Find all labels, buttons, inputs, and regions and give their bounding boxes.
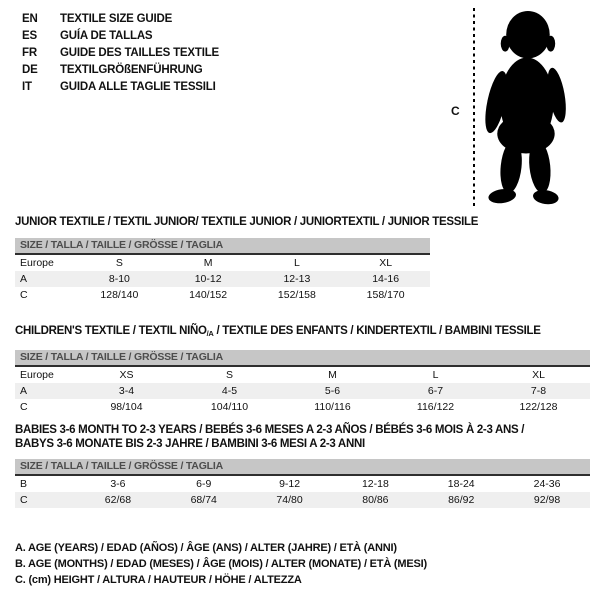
footnote-b: B. AGE (MONTHS) / EDAD (MESES) / ÂGE (MOIS) / ALTER (MONATE) / ETÀ (MESI)	[15, 558, 427, 570]
size-cell: 86/92	[448, 494, 475, 506]
size-cell: 92/98	[533, 494, 561, 506]
size-cell: 8-10	[108, 273, 130, 285]
size-cell: S	[115, 257, 123, 269]
size-cell: 12-13	[283, 273, 311, 285]
size-cell: 68/74	[190, 494, 217, 506]
language-row-en	[22, 11, 219, 28]
row-label: C	[20, 401, 28, 413]
language-code: ES	[22, 30, 37, 42]
language-row-fr	[22, 45, 219, 62]
size-cell: 80/86	[362, 494, 389, 506]
table-row-age	[15, 271, 430, 287]
row-label: A	[20, 273, 28, 285]
table-row-age	[15, 383, 590, 399]
height-label-c: C	[451, 104, 460, 118]
language-row-es	[22, 28, 219, 45]
language-row-de	[22, 62, 219, 79]
size-cell: XS	[119, 369, 134, 381]
size-cell: 122/128	[519, 401, 558, 413]
size-cell: 152/158	[277, 289, 316, 301]
size-cell: 7-8	[530, 385, 547, 397]
size-cell: 110/116	[314, 401, 351, 413]
size-cell: 5-6	[324, 385, 341, 397]
size-cell: 9-12	[279, 478, 301, 490]
size-table-junior	[15, 215, 479, 303]
size-cell: 14-16	[372, 273, 400, 285]
size-cell: 128/140	[100, 289, 139, 301]
size-cell: 18-24	[447, 478, 475, 490]
size-header-bar: SIZE / TALLA / TAILLE / GRÖSSE / TAGLIA	[15, 459, 590, 476]
size-cell: S	[225, 369, 233, 381]
footnote-c: C. (cm) HEIGHT / ALTURA / HAUTEUR / HÖHE / ALTEZZA	[15, 574, 302, 586]
size-cell: M	[328, 369, 337, 381]
table-row-europe	[15, 255, 430, 271]
size-cell: L	[293, 257, 300, 269]
size-cell: 3-6	[110, 478, 126, 490]
language-code: FR	[22, 47, 37, 59]
language-code: EN	[22, 13, 38, 25]
language-code: DE	[22, 64, 38, 76]
language-title: TEXTILGRÖßENFÜHRUNG	[60, 64, 203, 76]
row-label: C	[20, 494, 28, 506]
size-cell: 24-36	[533, 478, 561, 490]
size-table-babies	[15, 423, 590, 508]
language-list	[22, 11, 219, 96]
baby-silhouette-icon	[478, 8, 570, 208]
size-cell: 6-7	[427, 385, 444, 397]
size-cell: 104/110	[210, 401, 249, 413]
size-cell: 10-12	[194, 273, 222, 285]
language-row-it	[22, 79, 219, 96]
table-row-europe	[15, 367, 590, 383]
table-row-height	[15, 492, 590, 508]
size-cell: L	[432, 369, 439, 381]
size-header-bar: SIZE / TALLA / TAILLE / GRÖSSE / TAGLIA	[15, 238, 430, 255]
row-label: B	[20, 478, 28, 490]
table-title-line2: BABYS 3-6 MONATE BIS 2-3 JAHRE / BAMBINI 3-6 MESI A 2-3 ANNI	[15, 438, 365, 450]
size-cell: 98/104	[110, 401, 143, 413]
table-row-age-months	[15, 476, 590, 492]
table-title: JUNIOR TEXTILE / TEXTIL JUNIOR/ TEXTILE JUNIOR / JUNIORTEXTIL / JUNIOR TESSILE	[15, 216, 479, 228]
table-row-height	[15, 287, 430, 303]
row-label: A	[20, 385, 28, 397]
size-cell: 4-5	[221, 385, 238, 397]
size-cell: 6-9	[196, 478, 212, 490]
size-cell: XL	[532, 369, 545, 381]
row-label: Europe	[20, 257, 54, 269]
language-code: IT	[22, 81, 32, 93]
size-header-bar: SIZE / TALLA / TAILLE / GRÖSSE / TAGLIA	[15, 350, 590, 367]
size-cell: 74/80	[276, 494, 303, 506]
height-dashed-line	[473, 8, 475, 208]
size-cell: 12-18	[361, 478, 389, 490]
title-subscript: /A	[206, 329, 214, 338]
row-label: C	[20, 289, 28, 301]
language-title: GUIDA ALLE TAGLIE TESSILI	[60, 81, 216, 93]
size-cell: 116/122	[416, 401, 455, 413]
size-table-children	[15, 324, 590, 415]
table-title-line1: BABIES 3-6 MONTH TO 2-3 YEARS / BEBÉS 3-6 MESES A 2-3 AÑOS / BÉBÉS 3-6 MOIS À 2-3 ANS /	[15, 424, 525, 436]
size-cell: 140/152	[189, 289, 228, 301]
footnote-a: A. AGE (YEARS) / EDAD (AÑOS) / ÂGE (ANS) / ALTER (JAHRE) / ETÀ (ANNI)	[15, 542, 397, 554]
language-title: GUIDE DES TAILLES TEXTILE	[60, 47, 219, 59]
table-row-height	[15, 399, 590, 415]
table-title: CHILDREN'S TEXTILE / TEXTIL $NIÑO_{/A}$ / TEXTILE DES ENFANTS / KINDERTEXTIL / BAMBINI TESSILE	[15, 325, 541, 338]
language-title: GUÍA DE TALLAS	[60, 30, 153, 42]
row-label: Europe	[20, 369, 54, 381]
size-cell: 158/170	[366, 289, 405, 301]
size-cell: M	[203, 257, 213, 269]
language-title: TEXTILE SIZE GUIDE	[60, 13, 173, 25]
size-cell: 3-4	[118, 385, 135, 397]
footnotes	[15, 540, 427, 588]
size-cell: XL	[379, 257, 393, 269]
size-cell: 62/68	[104, 494, 132, 506]
